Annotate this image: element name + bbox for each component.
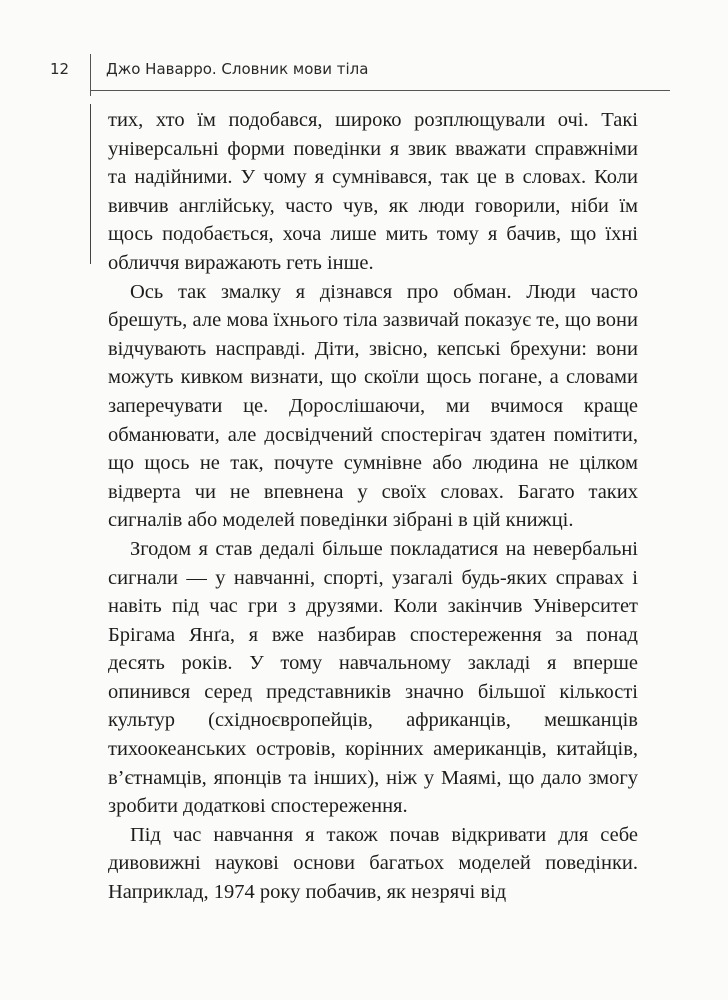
paragraph: тих, хто їм подобався, широко розплющували очі. Такі універсальні форми поведінки я звик вважати справжніми та надійними. У чому я сумнівався, так це в словах. Коли вивчив англійську, часто чув, як люди говорили, ніби їм щось подобається, хоча лише мить тому я бачив, що їхні обличчя виражають геть інше. <box>108 109 638 274</box>
paragraph: Під час навчання я також почав відкривати для себе дивовижні наукові основи багатьох моделей поведінки. Наприклад, 1974 року побачив, як незрячі від <box>108 823 638 904</box>
running-title: Джо Наварро. Словник мови тіла <box>106 60 369 78</box>
header-horizontal-rule <box>90 90 670 91</box>
page-header <box>50 54 670 90</box>
page-number: 12 <box>50 60 70 78</box>
paragraph: Ось так змалку я дізнався про обман. Люди часто брешуть, але мова їхнього тіла зазвичай показує те, що вони відчувають насправді. Діти, звісно, кепські брехуни: вони можуть кивком визнати, що скоїли щось погане, а словами заперечувати це. Дорослішаючи, ми вчимося краще обманювати, але досвідчений спостерігач здатен помітити, що щось не так, почуте сумнівне або людина не цілком відверта чи не впевнена у своїх словах. Багато таких сигналів або моделей поведінки зібрані в цій книжці. <box>108 280 638 532</box>
margin-mark <box>90 104 91 264</box>
paragraph: Згодом я став дедалі більше покладатися на невербальні сигнали — у навчанні, спорті, узагалі будь-яких справах і навіть під час гри з друзями. Коли закінчив Університет Брігама Янґа, я вже назбирав спостереження за понад десять років. У тому навчальному закладі я вперше опинився серед представників значно більшої кількості культур (східноєвропейців, африканців, мешканців тихоокеанських островів, корінних американців, китайців, в’єтнамців, японців та інших), ніж у Маямі, що дало змогу зробити додаткові спостереження. <box>108 537 638 818</box>
body-text <box>108 106 638 907</box>
